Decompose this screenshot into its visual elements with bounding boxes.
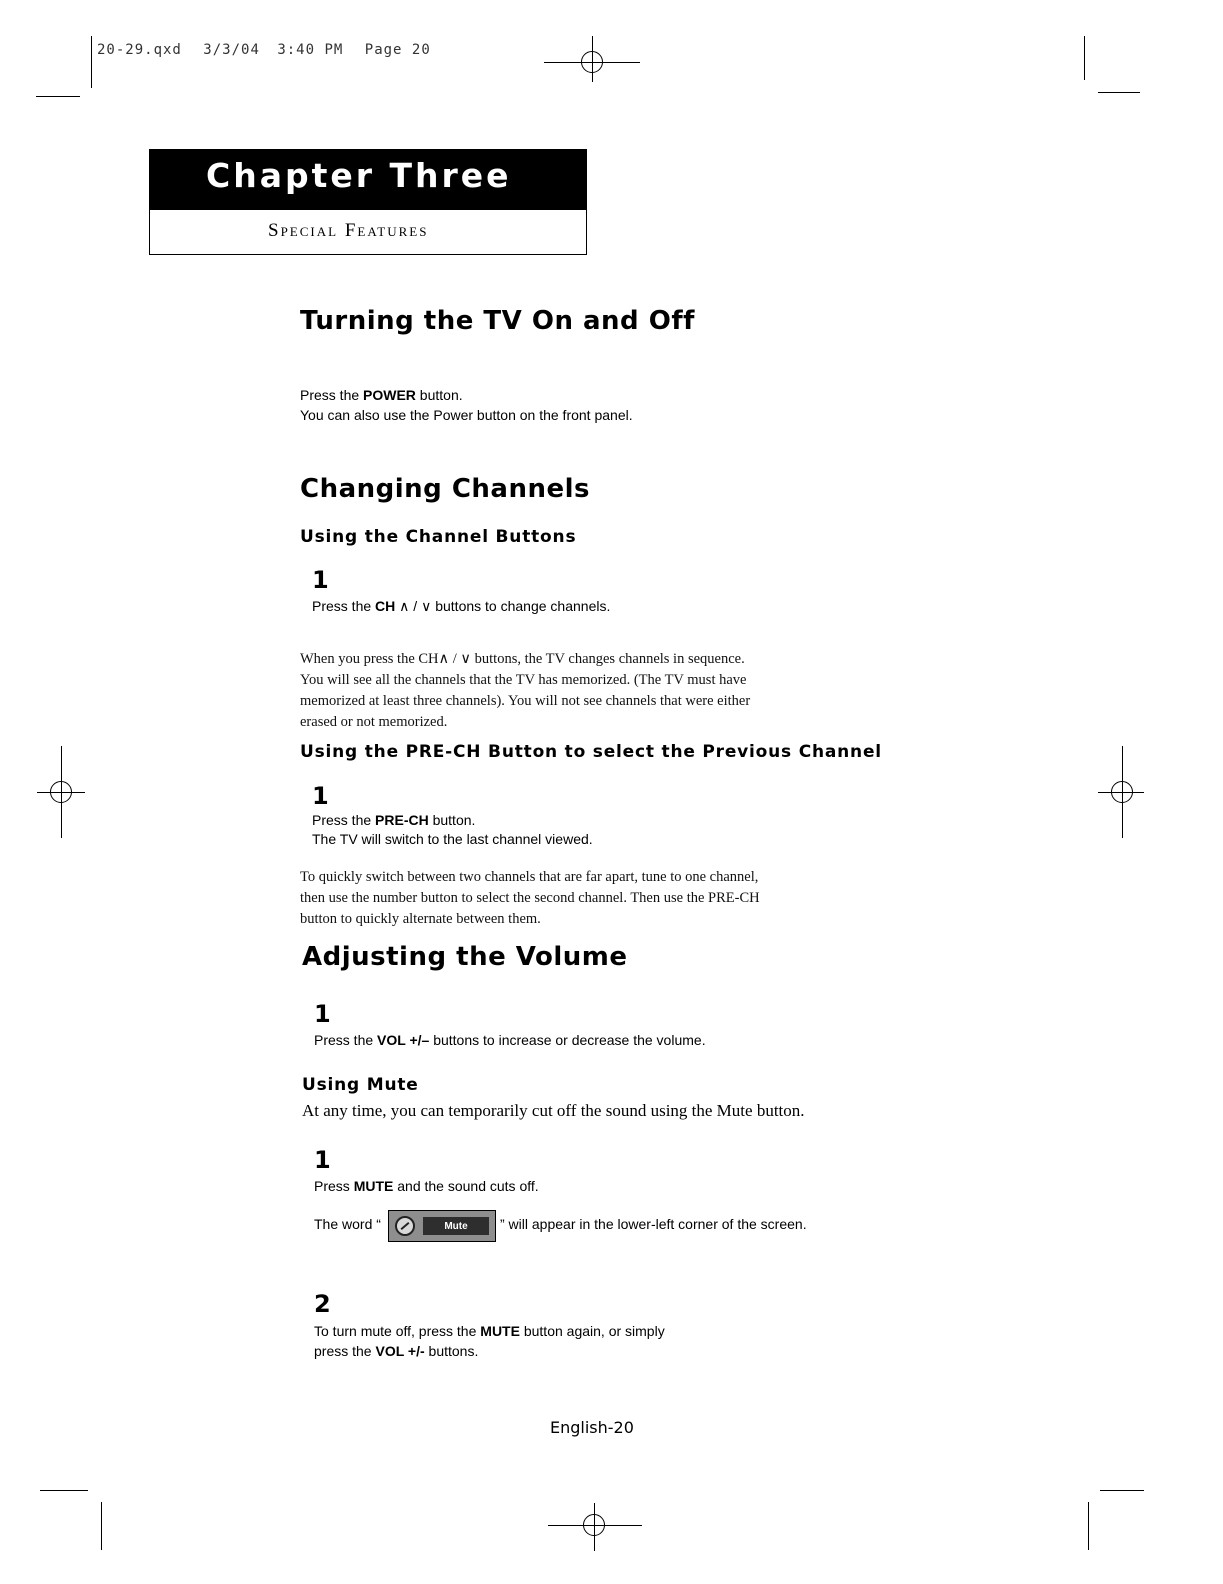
crop-mark	[1100, 1490, 1144, 1491]
crop-mark	[36, 96, 80, 97]
subheading-pre-ch: Using the PRE-CH Button to select the Previous Channel	[300, 742, 882, 762]
channel-note: When you press the CH∧ / ∨ buttons, the TV changes channels in sequence. You will see all the channels that the TV has memorized. (The TV must have memorized at least three channels). You will not see channels that were either erased or not memorized.	[300, 651, 751, 730]
slug-file: 20-29.qxd	[97, 42, 182, 58]
chapter-title-bar	[150, 150, 586, 210]
slug-time: 3:40 PM	[277, 42, 344, 58]
mute-intro: At any time, you can temporarily cut off the sound using the Mute button.	[302, 1101, 805, 1120]
mute-osd-label: Mute	[423, 1217, 489, 1235]
mute-icon	[395, 1216, 415, 1236]
chapter-header	[149, 149, 587, 255]
print-slug	[97, 42, 431, 58]
chapter-title: Chapter Three	[206, 156, 512, 195]
mute-step-2-text: To turn mute off, press the MUTE button again, or simply	[314, 1323, 665, 1339]
mute-word-prefix: The word “	[314, 1216, 381, 1232]
crop-mark	[40, 1490, 88, 1491]
crop-mark	[91, 36, 92, 88]
heading-power: Turning the TV On and Off	[300, 306, 695, 336]
slug-page: Page 20	[364, 42, 431, 58]
subheading-mute: Using Mute	[302, 1075, 419, 1095]
pre-ch-step-line-2: The TV will switch to the last channel viewed.	[312, 831, 593, 847]
mute-osd-image	[388, 1210, 496, 1242]
power-line-1: Press the POWER button.	[300, 387, 463, 403]
step-number: 2	[314, 1290, 331, 1318]
subheading-channel-buttons: Using the Channel Buttons	[300, 527, 577, 547]
channel-step-text: Press the CH ∧ / ∨ buttons to change channels.	[312, 598, 611, 614]
mute-step-2-line-2: press the VOL +/- buttons.	[314, 1343, 479, 1359]
crop-mark	[1088, 1502, 1089, 1550]
step-number: 1	[314, 1146, 331, 1174]
step-number: 1	[314, 1000, 331, 1028]
volume-step-text: Press the VOL +/– buttons to increase or decrease the volume.	[314, 1032, 706, 1048]
chapter-subtitle: Special Features	[268, 220, 429, 241]
heading-volume: Adjusting the Volume	[302, 942, 628, 972]
pre-ch-note: To quickly switch between two channels that are far apart, tune to one channel, then use the number button to select the second channel. Then use the PRE-CH button to quickly alternate between them.	[300, 869, 760, 927]
pre-ch-step-text: Press the PRE-CH button.	[312, 812, 476, 828]
power-line-2: You can also use the Power button on the front panel.	[300, 407, 633, 423]
page-number: English-20	[550, 1418, 634, 1437]
mute-step-1-text: Press MUTE and the sound cuts off.	[314, 1178, 539, 1194]
crop-mark	[1098, 92, 1140, 93]
heading-channels: Changing Channels	[300, 474, 591, 504]
crop-mark	[101, 1502, 102, 1550]
step-number: 1	[312, 782, 329, 810]
crop-mark	[1084, 36, 1085, 80]
step-number: 1	[312, 566, 329, 594]
mute-word-suffix: ” will appear in the lower-left corner of the screen.	[500, 1216, 807, 1232]
slug-date: 3/3/04	[203, 42, 260, 58]
